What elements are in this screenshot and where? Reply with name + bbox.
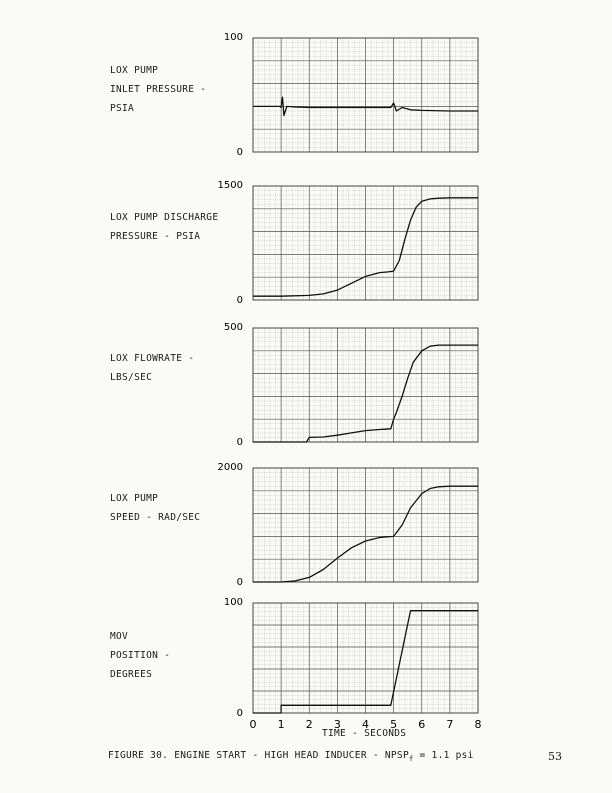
y-tick-label-max: 2000 [217,462,243,473]
panel-label-2: LOX FLOWRATE - LBS/SEC [110,353,195,383]
y-tick-label-min: 0 [236,147,243,158]
y-tick-label-min: 0 [236,437,243,448]
x-tick-label: 3 [333,718,341,731]
panel-label-0: LOX PUMP INLET PRESSURE - PSIA [110,65,207,114]
x-tick-label: 2 [305,718,313,731]
panel-label-3: LOX PUMP SPEED - RAD/SEC [110,493,201,523]
x-tick-label: 4 [362,718,369,731]
y-tick-label-min: 0 [236,708,243,719]
y-tick-label-min: 0 [236,577,243,588]
y-tick-label-max: 100 [223,597,243,608]
y-tick-label-max: 1500 [217,180,243,191]
x-tick-label: 5 [390,718,398,731]
y-tick-label-max: 500 [223,322,243,333]
y-tick-label-max: 100 [223,32,243,43]
caption-prefix: FIGURE 30. ENGINE START - HIGH HEAD INDUCER - NPSP [108,750,409,761]
x-tick-label: 1 [277,718,285,731]
y-tick-label-min: 0 [236,295,243,306]
caption-suffix: = 1.1 psi [413,750,474,761]
x-tick-label: 6 [418,718,426,731]
caption-subscript: f [408,754,414,763]
x-tick-label: 8 [474,718,482,731]
x-axis-title: TIME - SECONDS [322,728,407,739]
x-tick-label: 0 [249,718,257,731]
x-tick-label: 7 [446,718,454,731]
page-number: 53 [548,750,562,763]
figure-caption [108,750,474,763]
panel-label-1: LOX PUMP DISCHARGE PRESSURE - PSIA [110,212,219,242]
panel-label-4: MOV POSITION - DEGREES [110,631,171,680]
